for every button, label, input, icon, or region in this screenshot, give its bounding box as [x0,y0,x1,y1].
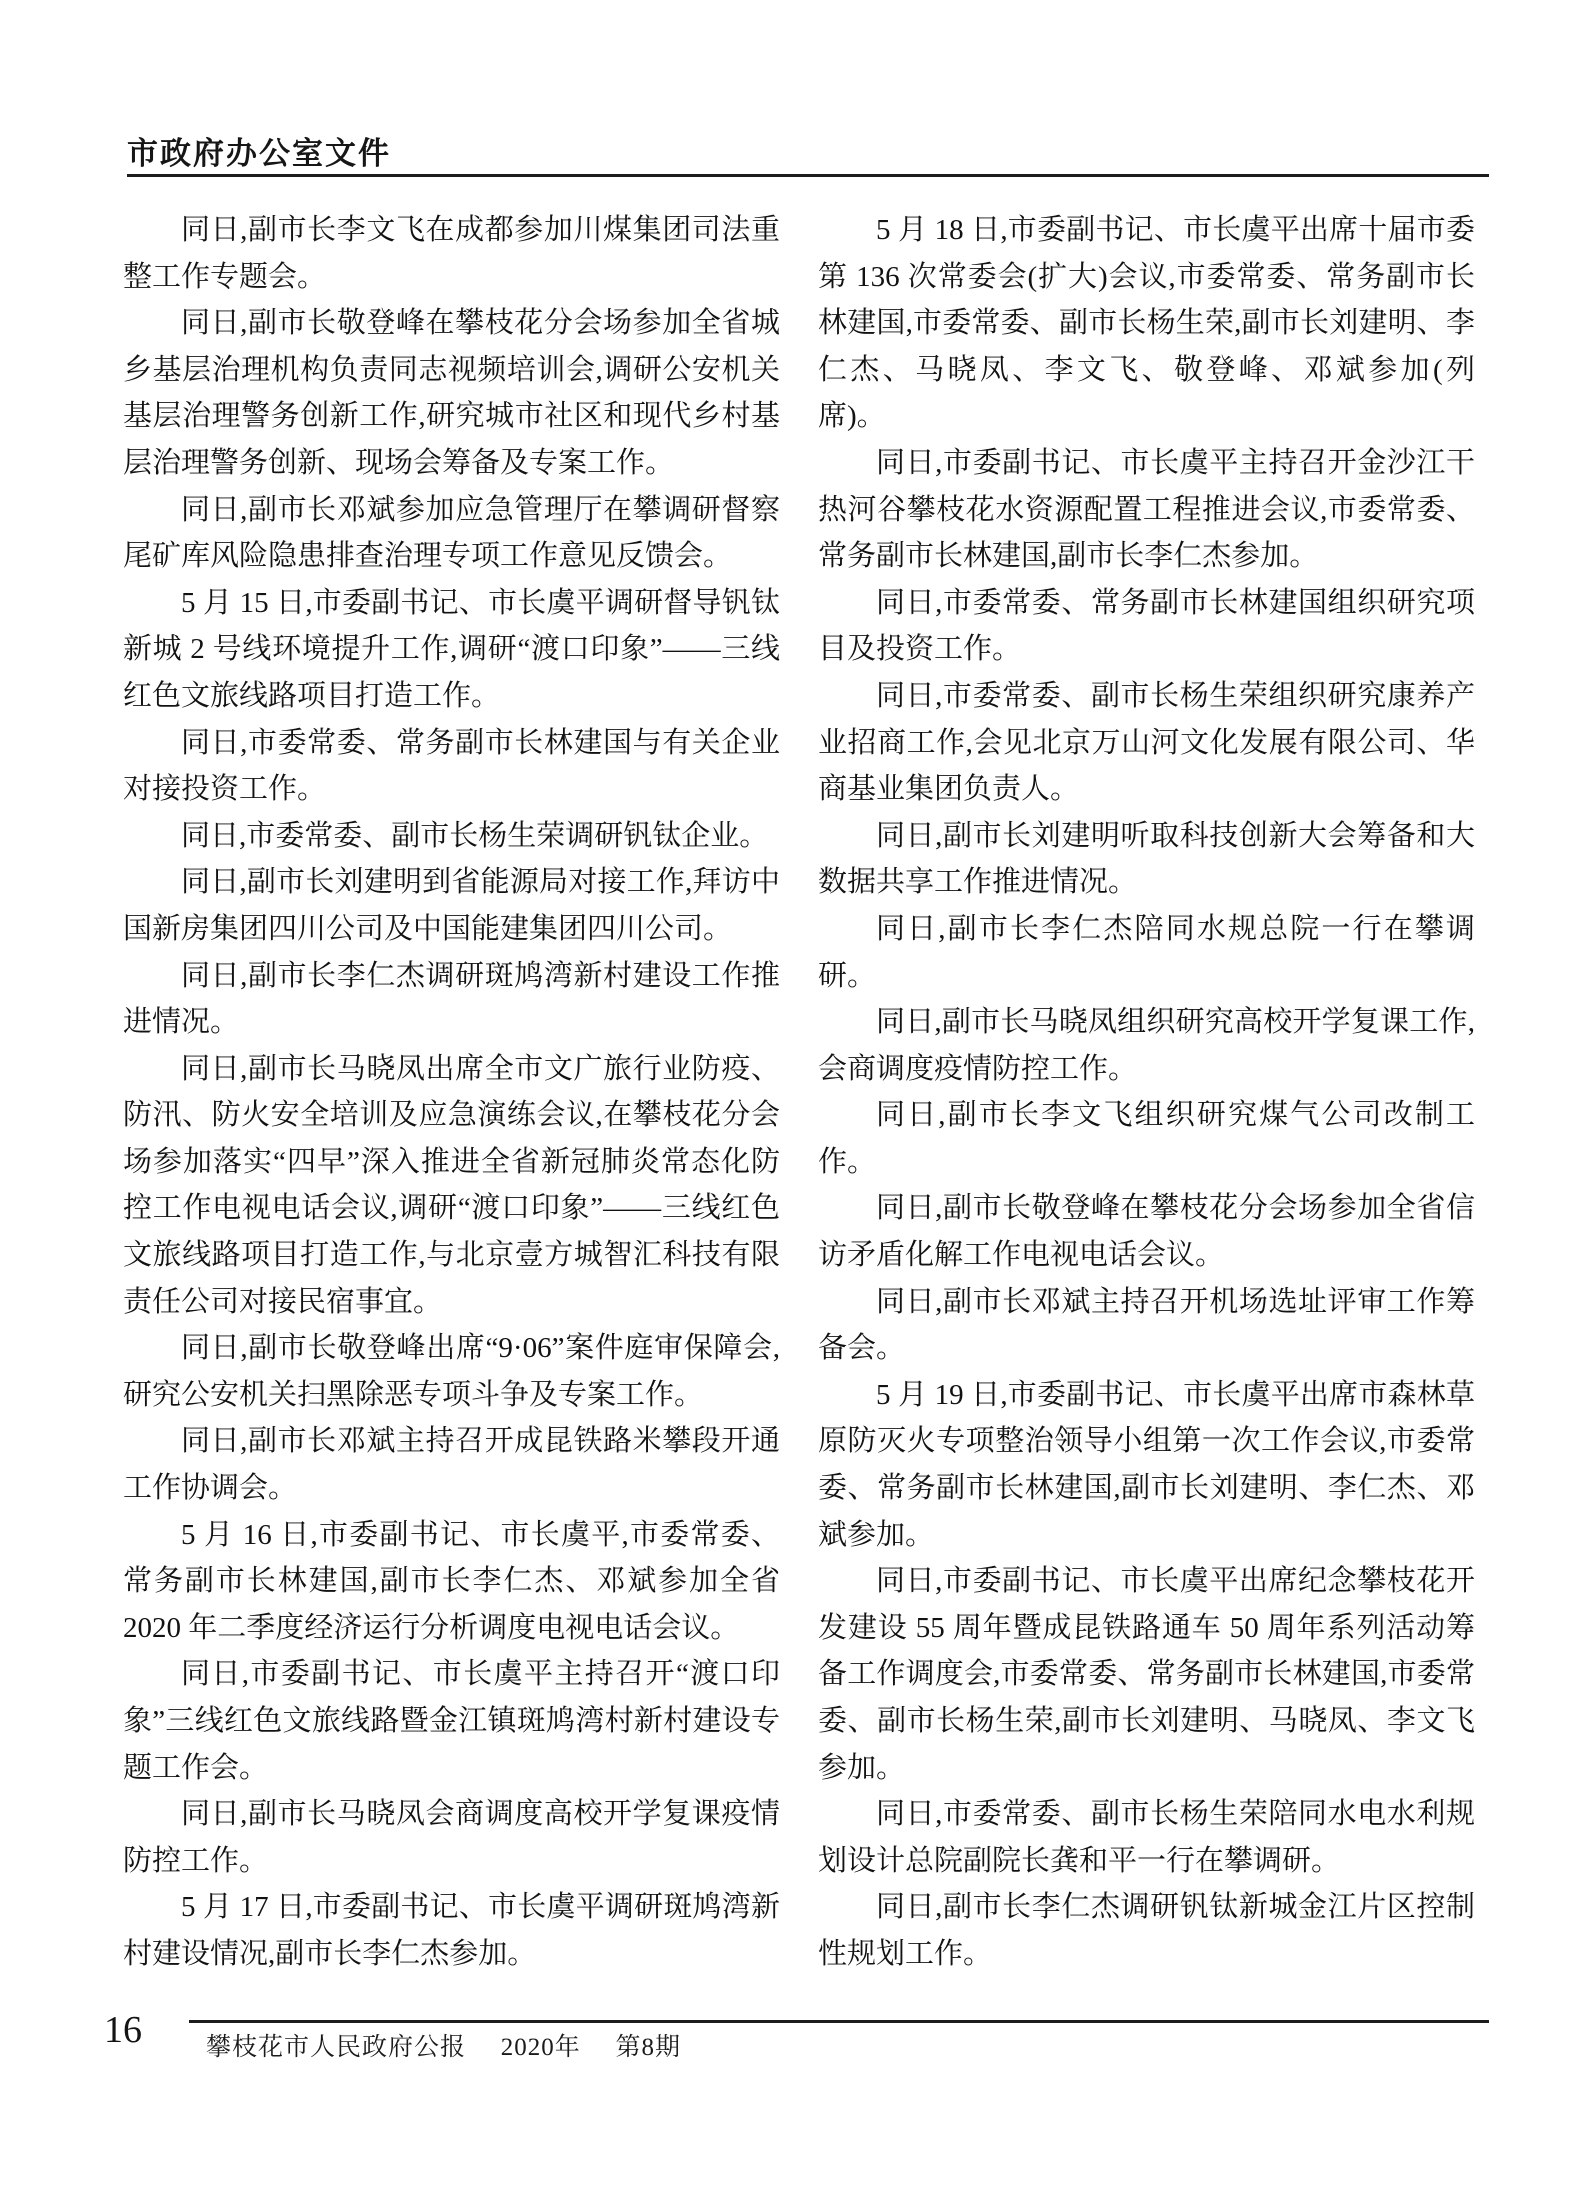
header-rule [127,174,1489,177]
diary-entry: 同日,副市长李文飞在成都参加川煤集团司法重整工作专题会。 [123,214,780,293]
diary-entry: 同日,副市长李仁杰调研钒钛新城金江片区控制性规划工作。 [818,1891,1475,1970]
page-header-title: 市政府办公室文件 [127,136,391,171]
diary-entry: 同日,副市长邓斌主持召开机场选址评审工作筹备会。 [818,1285,1475,1365]
diary-entry: 同日,副市长马晓凤会商调度高校开学复课疫情防控工作。 [123,1798,780,1877]
diary-entry: 同日,副市长邓斌主持召开成昆铁路米攀段开通工作协调会。 [123,1425,780,1505]
diary-entry: 同日,市委副书记、市长虞平出席纪念攀枝花开发建设 55 周年暨成昆铁路通车 50 周年系列活动筹备工作调度会,市委常委、常务副市长林建国,市委常委、副市长杨生荣,副市长刘建明、马晓凤、李文飞参加。 [818,1565,1475,1784]
diary-entry: 同日,副市长马晓凤出席全市文广旅行业防疫、防汛、防火安全培训及应急演练会议,在攀枝花分会场参加落实“四早”深入推进全省新冠肺炎常态化防控工作电视电话会议,调研“渡口印象”——三线红色文旅线路项目打造工作,与北京壹方城智汇科技有限责任公司对接民宿事宜。 [123,1052,780,1318]
diary-entry: 同日,市委常委、副市长杨生荣陪同水电水利规划设计总院副院长龚和平一行在攀调研。 [818,1798,1475,1877]
diary-entry: 同日,市委常委、副市长杨生荣组织研究康养产业招商工作,会见北京万山河文化发展有限公司、华商基业集团负责人。 [818,679,1475,806]
two-column-body [123,207,1475,1978]
diary-entry: 同日,市委副书记、市长虞平主持召开金沙江干热河谷攀枝花水资源配置工程推进会议,市委常委、常务副市长林建国,副市长李仁杰参加。 [818,446,1475,573]
diary-entry: 同日,副市长敬登峰出席“9·06”案件庭审保障会,研究公安机关扫黑除恶专项斗争及专案工作。 [123,1332,780,1411]
diary-entry: 同日,市委常委、副市长杨生荣调研钒钛企业。 [181,819,769,852]
diary-entry: 同日,市委副书记、市长虞平主持召开“渡口印象”三线红色文旅线路暨金江镇斑鸠湾村新村建设专题工作会。 [123,1658,780,1784]
diary-entry: 5 月 16 日,市委副书记、市长虞平,市委常委、常务副市长林建国,副市长李仁杰、邓斌参加全省 2020 年二季度经济运行分析调度电视电话会议。 [123,1518,780,1644]
footer-journal-name: 攀枝花市人民政府公报 [206,2034,467,2061]
right-column [818,207,1475,1978]
left-column [123,207,780,1978]
footer-caption [206,2032,681,2064]
diary-entry: 5 月 15 日,市委副书记、市长虞平调研督导钒钛新城 2 号线环境提升工作,调研“渡口印象”——三线红色文旅线路项目打造工作。 [123,586,780,712]
diary-entry: 同日,市委常委、常务副市长林建国组织研究项目及投资工作。 [818,586,1475,666]
diary-entry: 同日,副市长刘建明听取科技创新大会筹备和大数据共享工作推进情况。 [818,819,1475,899]
footer-year: 2020年 [500,2034,581,2061]
diary-entry: 同日,副市长刘建明到省能源局对接工作,拜访中国新房集团四川公司及中国能建集团四川公司。 [123,866,780,945]
diary-entry: 5 月 18 日,市委副书记、市长虞平出席十届市委第 136 次常委会(扩大)会议,市委常委、常务副市长林建国,市委常委、副市长杨生荣,副市长刘建明、李仁杰、马晓凤、李文飞、敬登峰、邓斌参加(列席)。 [818,214,1475,433]
footer-issue: 第8期 [615,2034,682,2061]
diary-entry: 同日,副市长马晓凤组织研究高校开学复课工作,会商调度疫情防控工作。 [818,1006,1475,1085]
diary-entry: 5 月 19 日,市委副书记、市长虞平出席市森林草原防灭火专项整治领导小组第一次工作会议,市委常委、常务副市长林建国,副市长刘建明、李仁杰、邓斌参加。 [818,1378,1475,1551]
diary-entry: 同日,市委常委、常务副市长林建国与有关企业对接投资工作。 [123,726,780,806]
page-number: 16 [104,2009,142,2051]
diary-entry: 同日,副市长李仁杰陪同水规总院一行在攀调研。 [818,912,1475,992]
diary-entry: 同日,副市长敬登峰在攀枝花分会场参加全省信访矛盾化解工作电视电话会议。 [818,1192,1475,1272]
diary-entry: 同日,副市长李文飞组织研究煤气公司改制工作。 [818,1099,1475,1178]
footer-rule [189,2020,1489,2023]
diary-entry: 同日,副市长邓斌参加应急管理厅在攀调研督察尾矿库风险隐患排查治理专项工作意见反馈会。 [123,493,780,573]
diary-entry: 5 月 17 日,市委副书记、市长虞平调研斑鸠湾新村建设情况,副市长李仁杰参加。 [123,1891,780,1970]
diary-entry: 同日,副市长李仁杰调研斑鸠湾新村建设工作推进情况。 [123,959,780,1039]
diary-entry: 同日,副市长敬登峰在攀枝花分会场参加全省城乡基层治理机构负责同志视频培训会,调研公安机关基层治理警务创新工作,研究城市社区和现代乡村基层治理警务创新、现场会筹备及专案工作。 [123,307,780,479]
